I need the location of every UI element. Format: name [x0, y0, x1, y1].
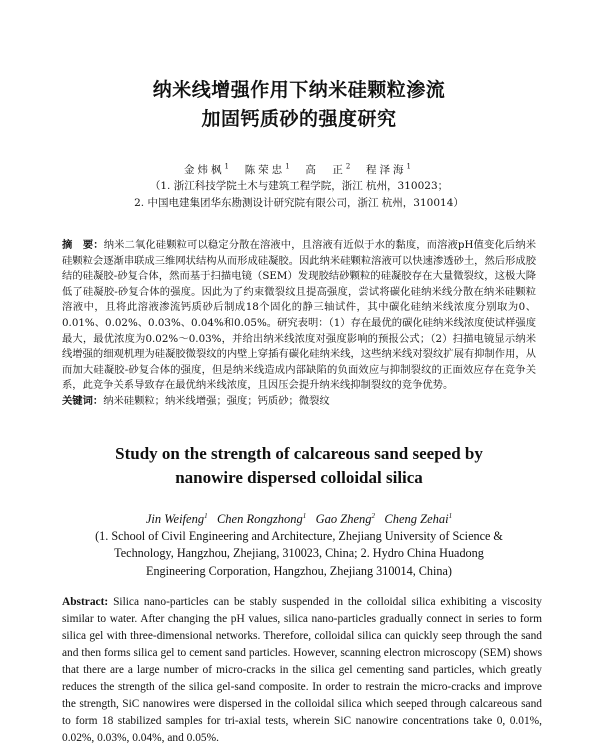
chinese-title-line-2: 加固钙质砂的强度研究 — [201, 108, 397, 130]
english-author: Cheng Zehai$^1$ — [384, 511, 453, 526]
chinese-author: 高 正$^2$ — [305, 162, 354, 176]
chinese-affiliation-line: （1. 浙江科技学院土木与建筑工程学院，浙江 杭州，310023； — [149, 180, 449, 192]
english-affiliation-line: Engineering Corporation, Hangzhou, Zhejiang 310014, China) — [146, 563, 452, 578]
chinese-author: 陈荣忠$^1$ — [244, 162, 293, 176]
english-title-line-2: nanowire dispersed colloidal silica — [175, 467, 423, 487]
chinese-keywords-label: 关键词： — [62, 394, 104, 407]
chinese-affiliation-line: 2. 中国电建集团华东勘测设计研究院有限公司，浙江 杭州，310014） — [134, 197, 464, 209]
chinese-author: 程泽海$^1$ — [366, 162, 414, 176]
english-author: Gao Zheng$^2$ — [315, 511, 375, 526]
chinese-author: 金炜枫$^1$ — [184, 162, 232, 176]
chinese-keywords — [62, 394, 536, 410]
chinese-abstract-label: 摘 要： — [62, 239, 104, 251]
chinese-keywords-text: 纳米硅颗粒；纳米线增强；强度；钙质砂；微裂纹 — [103, 394, 330, 407]
english-title — [62, 442, 536, 490]
chinese-title — [62, 0, 536, 134]
english-author: Chen Rongzhong$^1$ — [216, 511, 307, 526]
chinese-author-list — [62, 162, 536, 178]
chinese-abstract-text: 纳米二氧化硅颗粒可以稳定分散在溶液中，且溶液有近似于水的黏度，而溶液pH值变化后纳米硅颗粒会逐渐串联成三维网状结构从而形成硅凝胶。因此纳米硅颗粒溶液可以快速渗透砂土，然后形成胶结的硅凝胶-砂复合体，然而基于扫描电镜（SEM）发现胶结砂颗粒的硅凝胶存在大量微裂纹，这极大降低了硅凝胶-砂复合体的强度。因此为了约束微裂纹且提高强度，尝试将碳化硅纳米线分散在纳米硅颗粒溶液中，且将此溶液渗流钙质砂后制成18个固化的静三轴试件，其中碳化硅纳米线浓度分别取为0、0.01%、0.02%、0.03%、0.04%和0.05%。研究表明：（1）存在最优的碳化硅纳米线浓度使试样强度最大，最优浓度为0.02%～0.03%，并给出纳米线浓度对强度影响的预报公式；（2）扫描电镜显示纳米线增强的细观机理为硅凝胶微裂纹的内壁上穿插有碳化硅纳米线，这些纳米线对裂纹扩展有抑制作用，从而加大硅凝胶-砂复合体的强度，但是纳米线造成内部缺陷的负面效应与抑制裂纹的正面效应存在竞争关系，此竞争关系导致存在最优纳米线浓度，且因压会提升纳米线抑制裂纹的竞争优势。 — [62, 239, 537, 392]
english-abstract-text: Silica nano-particles can be stably suspended in the colloidal silica exhibiting a viscosity similar to water. After changing the pH values, silica nano-particles gradually connect in series to form silica gel with three-dimensional networks. Therefore, colloidal silica can quickly seep through the sand and then forms silica gel to cement sand particles. However, scanning electron microscopy (SEM) shows that there are a large number of micro-cracks in the silica gel cementing sand particles, which greatly reduces the strength of the silica gel-sand composite. In order to restrain the micro-cracks and improve the strength, SiC nanowires were dispersed in the colloidal silica which seeped through calcareous sand to form 18 stabilized samples for tri-axial tests, wherein SiC nanowire concentrations take 0, 0.01%, 0.02%, 0.03%, 0.04%, and 0.05%. — [62, 596, 542, 745]
english-affiliations — [62, 528, 536, 581]
english-affiliation-line: (1. School of Civil Engineering and Architecture, Zhejiang University of Science & — [95, 528, 503, 543]
english-author-list — [62, 510, 536, 528]
chinese-abstract — [62, 238, 536, 394]
english-author: Jin Weifeng$^1$ — [145, 511, 208, 526]
english-abstract-label: Abstract: — [62, 596, 109, 609]
english-affiliation-line: Technology, Hangzhou, Zhejiang, 310023, China; 2. Hydro China Huadong — [114, 546, 484, 561]
chinese-title-line-1: 纳米线增强作用下纳米硅颗粒渗流 — [152, 79, 446, 101]
english-title-line-1: Study on the strength of calcareous sand seeped by — [115, 443, 483, 463]
english-abstract — [62, 594, 542, 747]
chinese-affiliations — [62, 178, 536, 212]
